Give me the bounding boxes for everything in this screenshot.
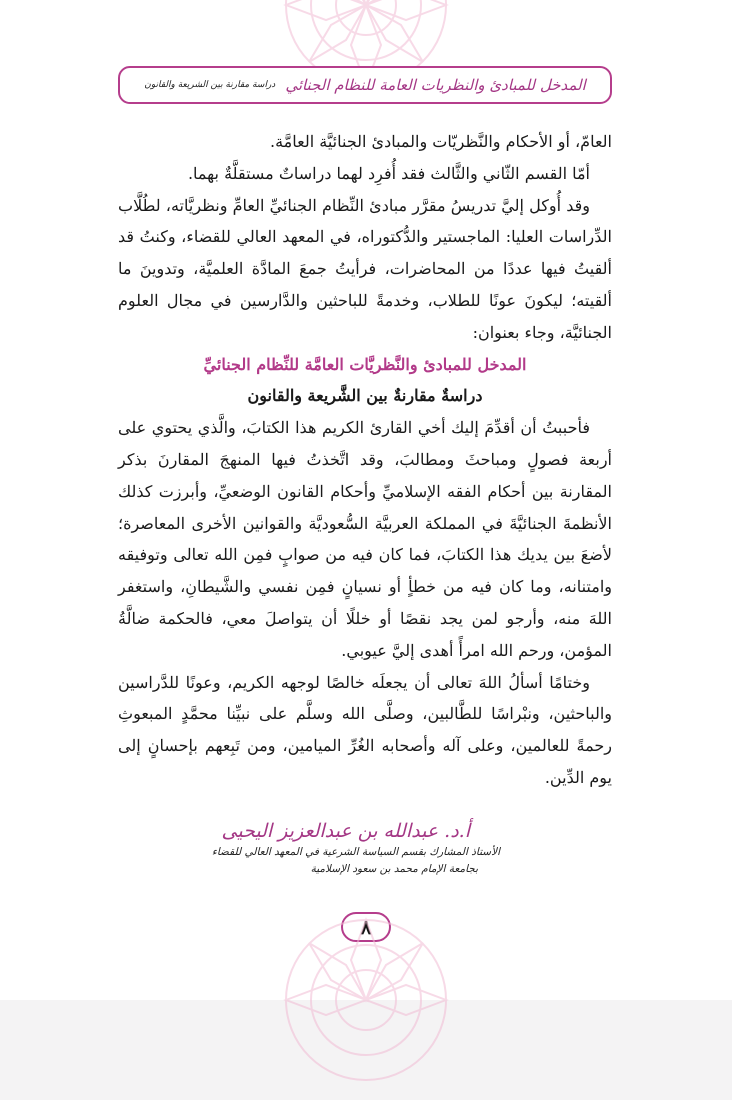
book-subtitle: دراسةٌ مقارنةٌ بين الشَّريعة والقانون: [247, 386, 483, 406]
floral-ornament-bottom: [266, 900, 466, 1100]
book-title: المدخل للمبادئ والنَّظريَّات العامَّة للنِّظام الجنائيِّ: [203, 354, 527, 374]
body-text: [118, 126, 612, 794]
author-signature: [140, 818, 500, 878]
paragraph: وختامًا أسألُ اللهَ تعالى أن يجعلَه خالصًا لوجهه الكريم، وعونًا للدَّراسين والباحثين، ونبْراسًا للطَّالبين، وصلَّى الله وسلَّم على نبيِّنا محمَّدٍ المبعوثِ رحمةً للعالمين، وعلى آله وأصحابه الغُرِّ الميامين، ومن تَبِعهم بإحسانٍ إلى يوم الدِّين.: [118, 672, 612, 787]
author-title: الأستاذ المشارك بقسم السياسة الشرعية في المعهد العالي للقضاء: [211, 846, 500, 858]
paragraph: وقد أُوكل إليَّ تدريسُ مقرَّر مبادئ النِّظام الجنائيِّ العامِّ ونظريَّاته، لطُلَّاب الدِّراسات العليا: الماجستير والدُّكتوراه، في المعهد العالي للقضاء، وكنتُ قد ألقيتُ فيها عددًا من المحاضرات، فرأيتُ جمعَ المادَّة العلميَّة، وتدوينَ ما ألقيته؛ ليكونَ عونًا للطلاب، وخدمةً للباحثين والدَّارسين في مجال العلوم الجنائيَّة، وجاء بعنوان:: [118, 195, 612, 342]
author-affiliation: بجامعة الإمام محمد بن سعود الإسلامية: [310, 863, 478, 875]
header-title: المدخل للمبادئ والنظريات العامة للنظام الجنائي: [285, 76, 586, 94]
page-number: ٨: [341, 912, 391, 942]
header-subtitle: دراسة مقارنة بين الشريعة والقانون: [144, 80, 276, 90]
paragraph: أمّا القسم الثّاني والثَّالث فقد أُفرِد لهما دراساتٌ مستقلَّةٌ بهما.: [187, 163, 590, 183]
paragraph: فأحببتُ أن أقدِّمَ إليك أخي القارئ الكريم هذا الكتابَ، والَّذي يحتوي على أربعة فصولٍ ومباحثَ ومطالبَ، وقد اتَّخذتُ فيها المنهجَ المقارنَ بذكر المقارنة بين أحكام الفقه الإسلاميِّ وأحكام القانون الوضعيِّ، وأبرزت كذلك الأنظمةَ الجنائيَّةَ في المملكة العربيَّة السُّعوديَّة والقوانين الأخرى المعاصرة؛ لأضعَ بين يديك هذا الكتابَ، فما كان فيه من صوابٍ فمِن الله تعالى وتوفيقه وامتنانه، وما كان فيه من خطأٍ أو نسيانٍ فمِن نفسي والشَّيطانِ، واستغفر اللهَ منه، وأرجو لمن يجد نقصًا أو خللًا أن يتواصلَ معي، فالحكمة ضالَّةُ المؤمن، ورحم الله امرأً أهدى إليَّ عيوبي.: [118, 418, 612, 660]
author-name: أ.د. عبدالله بن عبدالعزيز اليحيى: [221, 820, 470, 842]
paragraph: العامّ، أو الأحكام والنَّظريّات والمبادئ الجنائيَّة العامَّة.: [270, 132, 612, 151]
running-header: [118, 66, 612, 104]
